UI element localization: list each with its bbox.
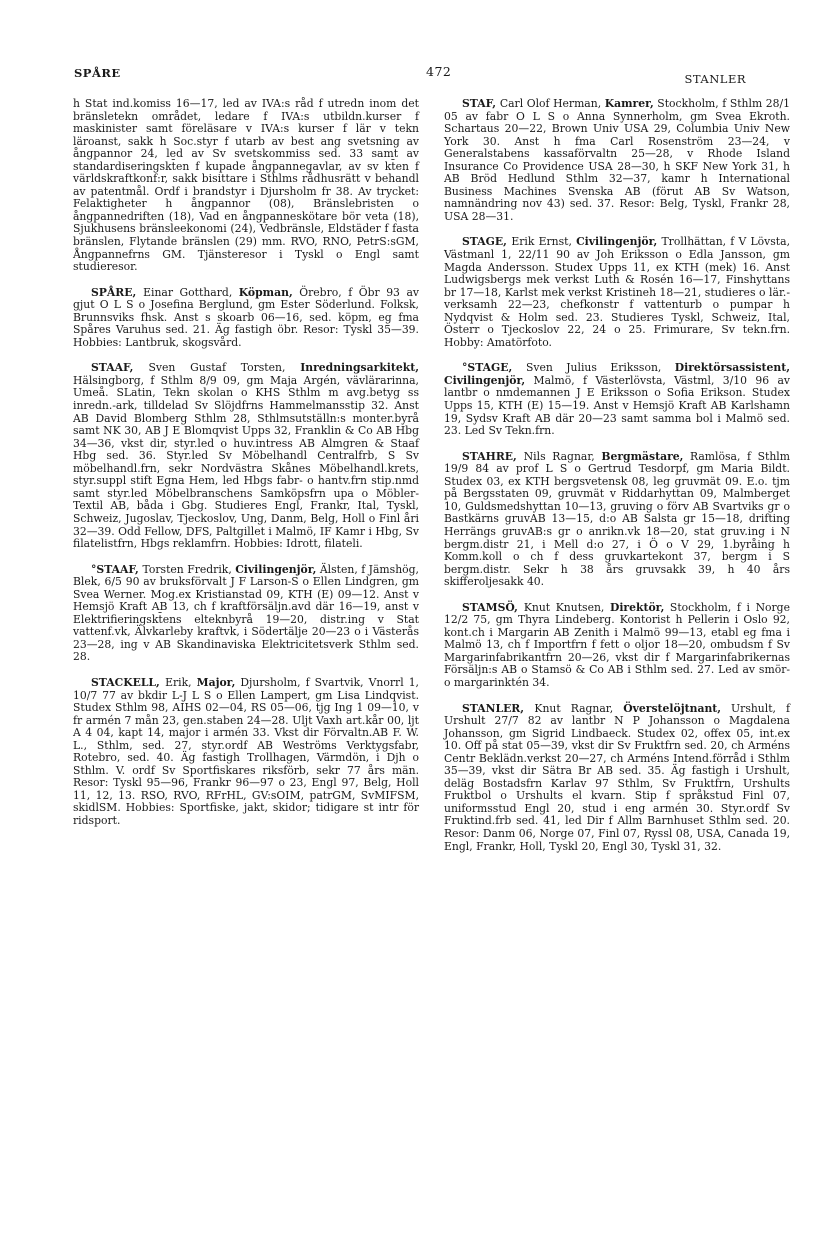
entry-surname: STAF, bbox=[462, 97, 500, 110]
biography-entry: °STAGE, Sven Julius Eriksson, Direktörsassistent, Civilingenjör, Malmö, f Västerlövsta, Västml, 3/10 96 av lantbr o nmdemannen J E Eriksson o Sofia Erikson. Studex Upps 15, KTH (E) 15—19. Anst v Hemsjö Kraft AB Karlshamn 19, Sydsv Kraft AB där 20—23 samt samma bol i Malmö sed. 23. Led Sv Tekn.frn. bbox=[444, 361, 790, 438]
biography-entry: STAF, Carl Olof Herman, Kamrer, Stockholm, f Sthlm 28/1 05 av fabr O L S o Anna Synnerholm, gm Svea Ekroth. Schartaus 20—22, Brown Univ USA 29, Columbia Univ New York 30. Anst h fma Carl Rosenström 23—24, v Generalstabens kassaförvaltn 25—28, v Rhode Island Insurance Co Providence USA 28—30, h SKF New York 31, h AB Bröd Hedlund Sthlm 32—37, kamr h International Business Machines Svenska AB (förut AB Sv Watson, namnändring nov 43) sed. 37. Resor: Belg, Tyskl, Frankr 28, USA 28—31. bbox=[444, 97, 791, 223]
entry-surname: °STAGE, bbox=[462, 361, 526, 375]
entry-occupation: Överstelöjtnant, bbox=[623, 701, 722, 715]
entry-surname: STANLER, bbox=[462, 701, 535, 715]
running-header bbox=[74, 66, 746, 84]
header-right-catchword: STANLER bbox=[684, 72, 746, 86]
biography-entry: STAMSÖ, Knut Knutsen, Direktör, Stockholm, f i Norge 12/2 75, gm Thyra Lindeberg. Kontorist h Pellerin i Oslo 92, kont.ch i Margarin AB Zenith i Malmö 99—13, etabl eg fma i Malmö 13, ch f Importfrn f fett o oljor 18—20, ombudsm f Sv Margarinfabrikantfrn 20—26, vkst dir f Margarinfabrikernas Försäljn:s AB o Stamsö & Co AB i Sthlm sed. 27. Led av smör- o margarinktén 34. bbox=[444, 600, 790, 689]
entry-occupation: Inredningsarkitekt, bbox=[300, 361, 419, 375]
biography-entry: STACKELL, Erik, Major, Djursholm, f Svartvik, Vnorrl 1, 10/7 77 av bkdir L-J L S o Ellen Lampert, gm Lisa Lindqvist. Studex Sthlm 98, AIHS 02—04, RS 05—06, tjg Ing 1 09—10, v fr armén 7 mån 23, gen.staben 24—28. Uljt Vaxh art.kår 00, ljt A 4 04, kapt 14, major i armén 33. Vkst dir Förvaltn.AB F. W. L., Sthlm, sed. 27, styr.ordf AB Weströms Verktygsfabr, Rotebro, sed. 40. Äg fastigh Trollhagen, Värmdön, i Djh o Sthlm. V. ordf Sv Sportfiskares riksförb, sekr 77 års män. Resor: Tyskl 95—96, Frankr 96—97 o 23, Engl 97, Belg, Holl 11, 12, 13. RSO, RVO, RFrHL, GV:sOIM, patrGM, SvMIFSM, skidlSM. Hobbies: Sportfiske, jakt, skidor; tidigare st intr för ridsport. bbox=[73, 675, 419, 827]
entry-occupation: Bergmästare, bbox=[601, 449, 684, 463]
entry-surname: STAGE, bbox=[462, 235, 512, 249]
biography-entry: STAHRE, Nils Ragnar, Bergmästare, Ramlösa, f Sthlm 19/9 84 av prof L S o Gertrud Tesdorpf, gm Maria Bildt. Studex 03, ex KTH bergsvetensk 08, leg gruvmät 09. E.o. tjm på Bergsstaten 09, gruvmät v Riddarhyttan 09, Malmberget 10, Guldsmedshyttan 10—13, gruving o förv AB Svartviks gr o Bastkärns gruvAB 13—15, d:o AB Salsta gr 15—18, drifting Herrängs gruvAB:s gr o anrikn.vk 18—20, stat gruv.ing i N bergm.distr 21, i Mell d:o 27, i Ö o V 29, 1.byråing h Komm.koll o ch f dess gruvkartekont 37, bergm i S bergm.distr. Sekr h 38 års gruvsakk 39, h 40 års skifferoljesakk 40. bbox=[444, 449, 790, 589]
entry-occupation: Kamrer, bbox=[604, 97, 654, 110]
right-column bbox=[444, 98, 790, 866]
biography-entry: h Stat ind.komiss 16—17, led av IVA:s råd f utredn inom det bränsletekn området, ledare f IVA:s utbildn.kurser f maskinister samt föreläsare v IVA:s kurser f lär v tekn läroanst, sakk h Soc.styr f utarb av best ang svetsning av ångpannor 24, led av Sv svetskommiss sed. 33 samt av standardiseringskt̄en f kupade ångpannegavlar, av sv kt̄en f världskraftkonf:r, sakk bisittare i Sthlms rådhusrätt v behandl av patentmål. Ordf i brandstyr i Djursholm fr 38. Av trycket: Felaktigheter h ångpannor (08), Bränslebristen o ångpannedriften (18), Vad en ångpanneskötare bör veta (18), Sjukhusens bränsleekonomi (24), Vedbränsle, Eldstäder f fasta bränslen, Flytande bränslen (29) mm. RVO, RNO, PetrS:sGM, Ångpannefrns GM. Tjänsteresor i Tyskl o Engl samt studieresor. bbox=[73, 97, 419, 274]
entry-occupation: Major, bbox=[196, 675, 236, 689]
biography-entry: STAAF, Sven Gustaf Torsten, Inredningsarkitekt, Hälsingborg, f Sthlm 8/9 09, gm Maja Argén, vävlärarinna, Umeå. SLatin, Tekn skolan o KHS Sthlm m avg.betyg ss inredn.-ark, tilldelad Sv Slöjdfrns Hammelmansstip 32. Anst AB David Blomberg Sthlm 28, Sthlmsutställn:s monter.byrå samt NK 30, AB J E Blomqvist Upps 32, Franklin & Co AB Hbg 34—36, vkst dir, styr.led o huv.intress AB Almgren & Staaf Hbg sed. 36. Styr.led Sv Möbelhandl Centralfrb, S Sv möbelhandl.frn, sekr Nordvästra Skånes Möbelhandl.krets, styr.suppl stift Egna Hem, led Hbgs fabr- o hantv.frn stip.nmd samt styr.led Möbelbranschens Samköpsfrn upa o Möbler-Textil AB, båda i Gbg. Studieres Engl, Frankr, Ital, Tyskl, Schweiz, Jugoslav, Tjeckoslov, Ung, Danm, Belg, Holl o Finl åri 32—39. Odd Fellow, DFS, Paltgillet i Malmö, IF Kamr i Hbg, Sv filatelistfrn, Hbgs reklamfrn. Hobbies: Idrott, filateli. bbox=[73, 361, 419, 551]
entry-occupation: Direktörsassistent, Civilingenjör, bbox=[444, 361, 790, 387]
entry-surname: STACKELL, bbox=[91, 675, 166, 689]
page-number: 472 bbox=[426, 64, 452, 79]
biography-entry: °STAAF, Torsten Fredrik, Civilingenjör, Älsten, f Jämshög, Blek, 6/5 90 av bruksförvalt J F Larson-S o Ellen Lindgren, gm Svea Werner. Mog.ex Kristianstad 09, KTH (E) 09—12. Anst v Hemsjö Kraft AB 13, ch f kraftförsäljn.avd där 16—19, anst v Elektrifieringskt̄ens elteknbyrå 19—20, distr.ing v Stat vattenf.vk, Älvkarleby kraftvk, i Södertälje 20—23 o i Västerås 23—28, ing v AB Skandinaviska Elektricitetsverk Sthlm sed. 28. bbox=[73, 562, 419, 664]
entry-occupation: Direktör, bbox=[609, 600, 665, 614]
header-left-catchword: SPÅRE bbox=[74, 66, 121, 80]
entry-occupation: Civilingenjör, bbox=[576, 235, 658, 249]
left-column bbox=[73, 98, 419, 841]
biography-entry: SPÅRE, Einar Gotthard, Köpman, Örebro, f Öbr 93 av gjut O L S o Josefina Berglund, gm Ester Söderlund. Folksk, Brunnsviks fhsk. Anst s skoarb 06—16, sed. köpm, eg fma Spåres Varuhus sed. 21. Äg fastigh öbr. Resor: Tyskl 35—39. Hobbies: Lantbruk, skogsvård. bbox=[73, 285, 419, 349]
entry-surname: STAMSÖ, bbox=[462, 600, 524, 614]
entry-surname: STAAF, bbox=[91, 361, 149, 375]
entry-occupation: Civilingenjör, bbox=[235, 562, 317, 576]
entry-surname: SPÅRE, bbox=[91, 285, 144, 299]
biography-entry: STAGE, Erik Ernst, Civilingenjör, Trollhättan, f V Lövsta, Västmanl 1, 22/11 90 av Joh Eriksson o Edla Jansson, gm Magda Andersson. Studex Upps 11, ex KTH (mek) 16. Anst Ludwigsbergs mek verkst Luth & Rosén 16—17, Finshyttans br 17—18, Karlst mek verkst Kristineh 18—21, studieres o lär.-verksamh 22—23, chefkonstr f vattenturb o pumpar h Nydqvist & Holm sed. 23. Studieres Tyskl, Schweiz, Ital, Österr o Tjeckoslov 22, 24 o 25. Frimurare, Sv tekn.frn. Hobby: Amatörfoto. bbox=[444, 235, 791, 349]
entry-surname: STAHRE, bbox=[462, 449, 524, 463]
entry-surname: °STAAF, bbox=[91, 562, 143, 576]
entry-occupation: Köpman, bbox=[238, 285, 293, 299]
biography-entry: STANLER, Knut Ragnar, Överstelöjtnant, Urshult, f Urshult 27/7 82 av lantbr N P Johansson o Magdalena Johansson, gm Sigrid Lindbaeck. Studex 02, offex 05, int.ex 10. Off på stat 05—39, vkst dir Sv Fruktfrn sed. 20, ch Arméns Centr Beklädn.verkst 20—27, ch Arméns Intend.förråd i Sthlm 35—39, vkst dir Sätra Br AB sed. 35. Äg fastigh i Urshult, deläg Bostadsfrn Karlav 97 Sthlm, Sv Fruktfrn, Urshults Fruktbol o Urshults el kvarn. Stip f språkstud Finl 07, uniformsstud Engl 20, stud i eng armén 30. Styr.ordf Sv Fruktind.frb sed. 41, led Dir f Allm Barnhuset Sthlm sed. 20. Resor: Danm 06, Norge 07, Finl 07, Ryssl 08, USA, Canada 19, Engl, Frankr, Holl, Tyskl 20, Engl 30, Tyskl 31, 32. bbox=[444, 701, 790, 853]
